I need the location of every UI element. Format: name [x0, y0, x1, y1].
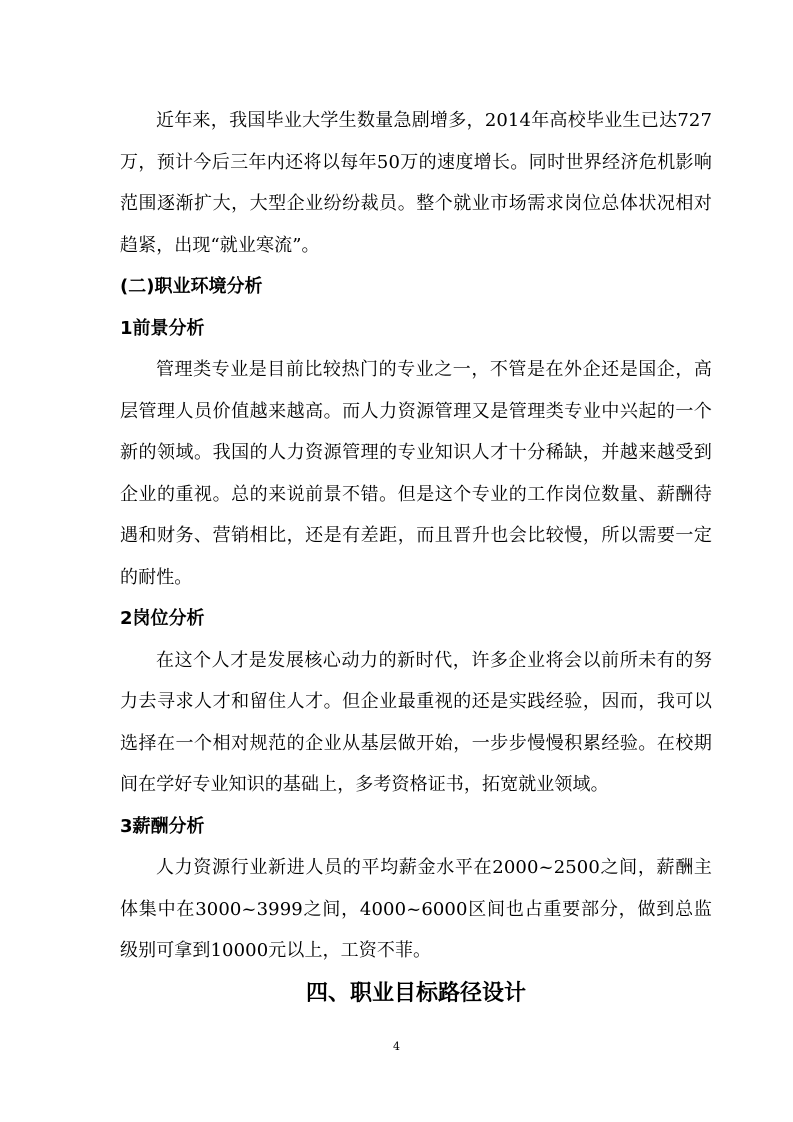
position-analysis-heading: 2岗位分析 — [120, 608, 205, 629]
position-paragraph: 在这个人才是发展核心动力的新时代，许多企业将会以前所未有的努力去寻求人才和留住人才。但企业最重视的还是实践经验，因而，我可以选择在一个相对规范的企业从基层做开始，一步步慢慢积累经验。在校期间在学好专业知识的基础上，多考资格证书，拓宽就业领域。 — [120, 649, 712, 795]
section-title: 四、职业目标路径设计 — [305, 980, 526, 1006]
environment-analysis-heading: (二)职业环境分析 — [120, 276, 263, 297]
page-number: 4 — [393, 1040, 400, 1053]
prospect-analysis-heading: 1前景分析 — [120, 317, 205, 339]
prospect-paragraph: 管理类专业是目前比较热门的专业之一，不管是在外企还是国企，高层管理人员价值越来越高。而人力资源管理又是管理类专业中兴起的一个新的领域。我国的人力资源管理的专业知识人才十分稀缺，并越来越受到企业的重视。总的来说前景不错。但是这个专业的工作岗位数量、薪酬待遇和财务、营销相比，还是有差距，而且晋升也会比较慢，所以需要一定的耐性。 — [120, 359, 712, 588]
document-body — [120, 100, 712, 1016]
intro-paragraph: 近年来，我国毕业大学生数量急剧增多，2014年高校毕业生已达727万，预计今后三年内还将以每年50万的速度增长。同时世界经济危机影响范围逐渐扩大，大型企业纷纷裁员。整个就业市场需求岗位总体状况相对趋紧，出现“就业寒流”。 — [120, 110, 712, 256]
salary-paragraph: 人力资源行业新进人员的平均薪金水平在2000~2500之间，薪酬主体集中在3000~3999之间，4000~6000区间也占重要部分，做到总监级别可拿到10000元以上，工资不菲。 — [120, 857, 712, 961]
salary-analysis-heading: 3薪酬分析 — [120, 815, 205, 837]
